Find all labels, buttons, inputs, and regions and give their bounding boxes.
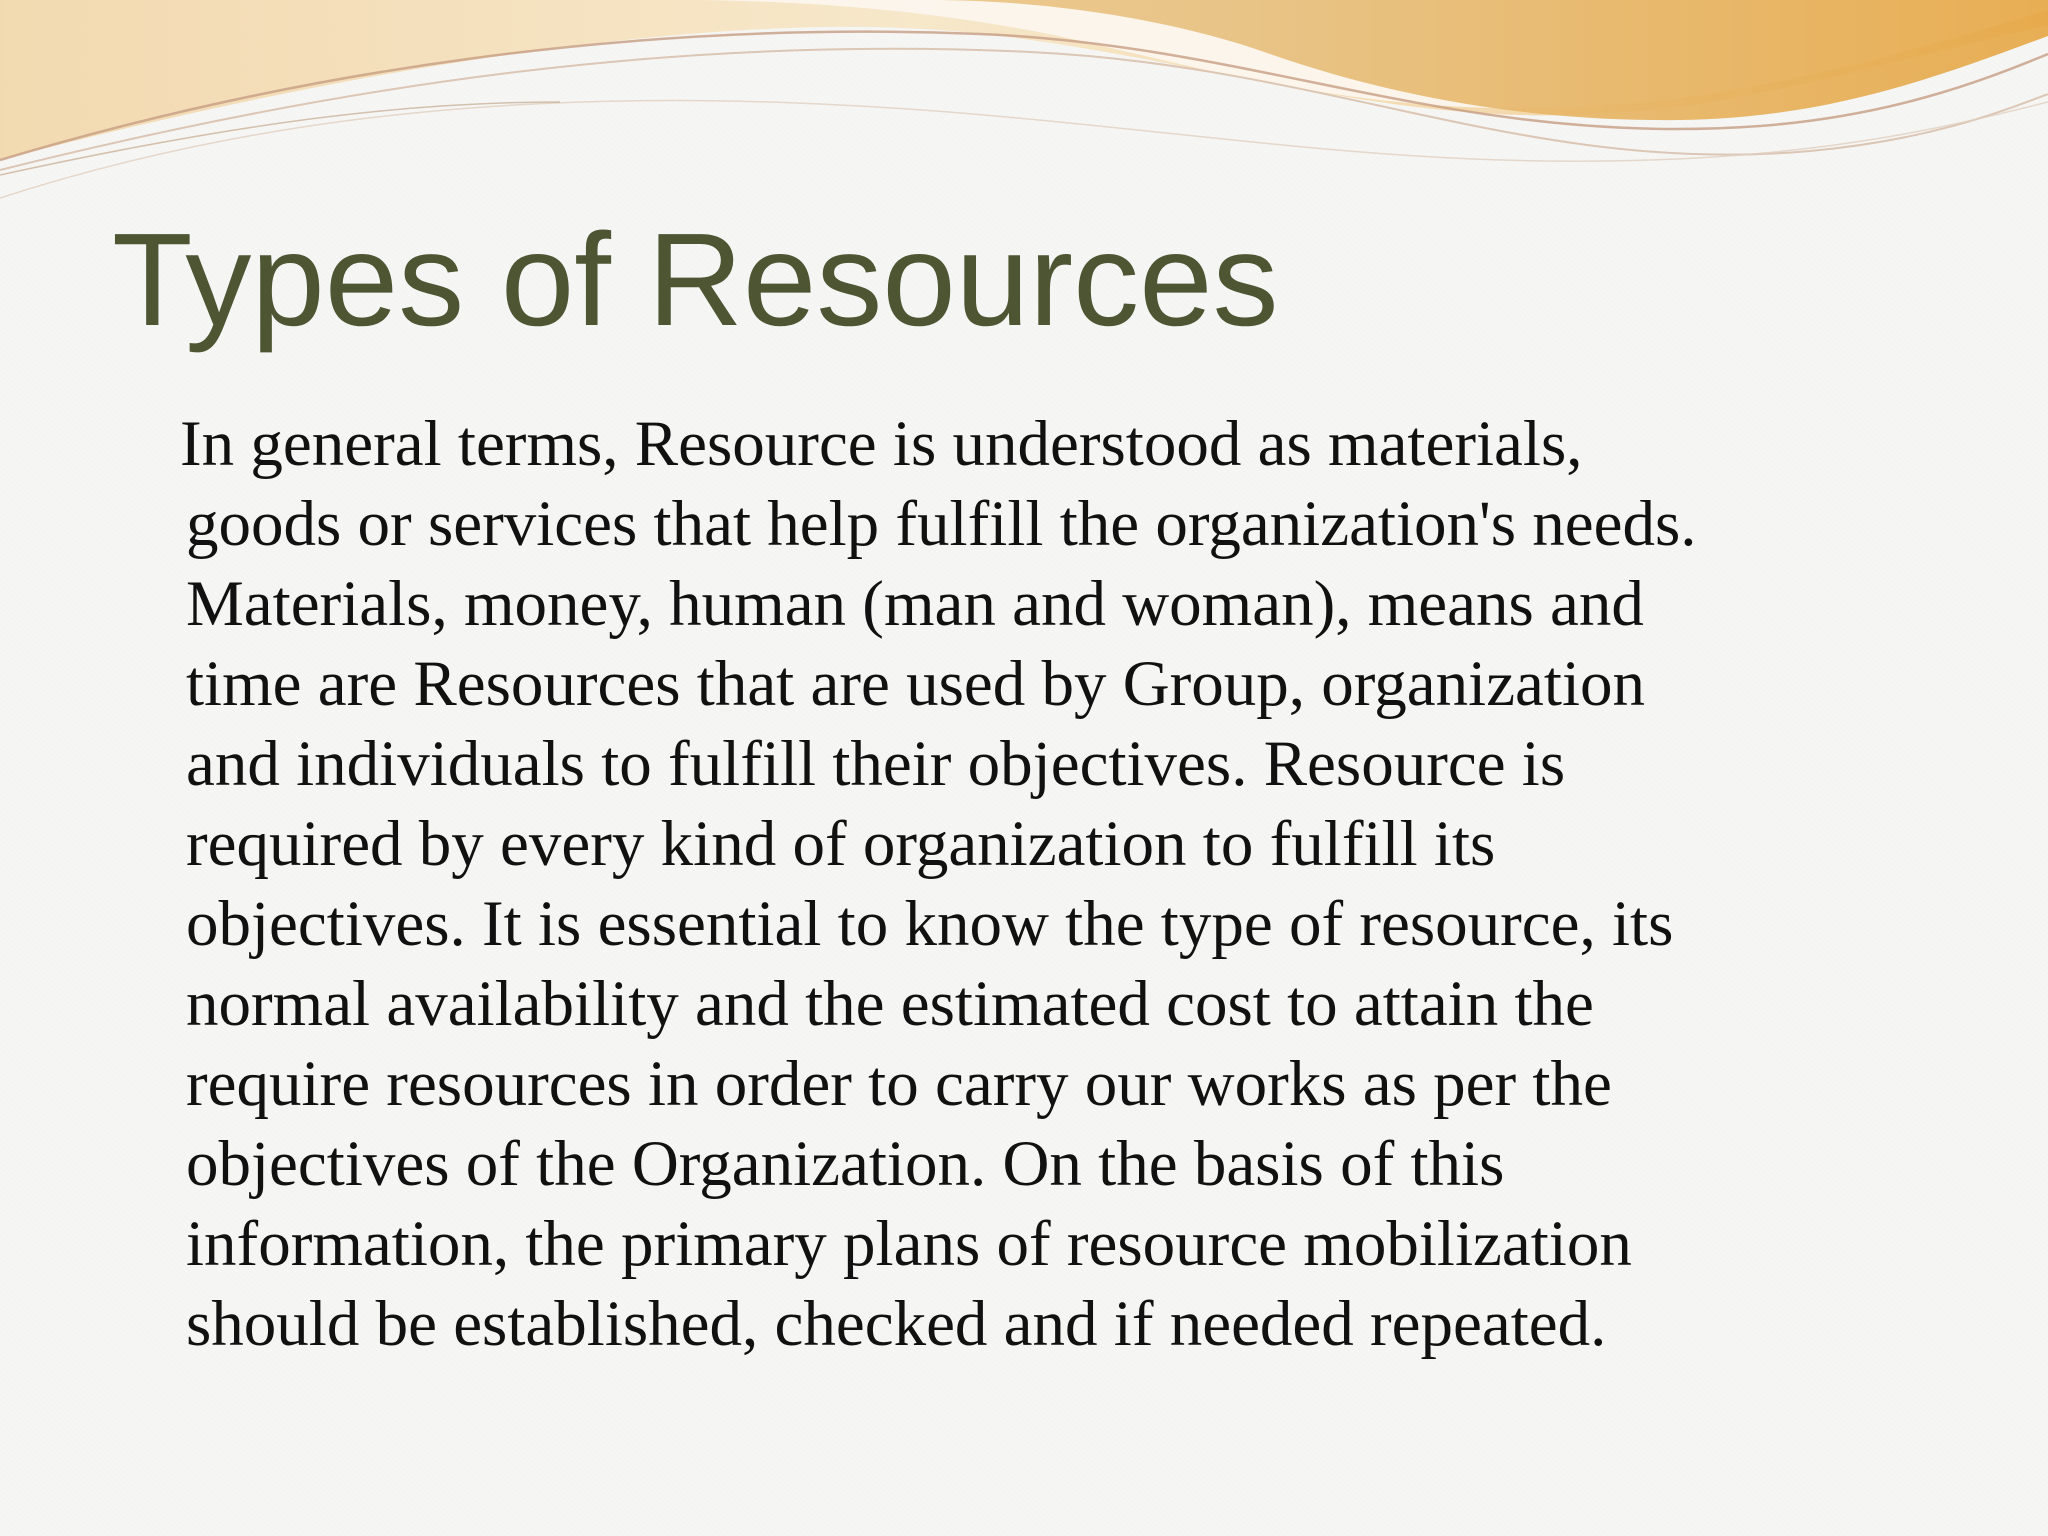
- body-line: require resources in order to carry our works as per the: [186, 1048, 1612, 1120]
- body-line: normal availability and the estimated cost to attain the: [186, 968, 1594, 1040]
- body-line: goods or services that help fulfill the organization's needs.: [186, 488, 1697, 560]
- body-line: In general terms, Resource is understood as materials,: [180, 408, 1583, 480]
- body-line: Materials, money, human (man and woman), means and: [186, 568, 1644, 640]
- slide-title: Types of Resources: [112, 206, 1279, 353]
- body-line: objectives. It is essential to know the type of resource, its: [186, 888, 1674, 960]
- body-line: time are Resources that are used by Group, organization: [186, 648, 1646, 720]
- body-line: information, the primary plans of resource mobilization: [186, 1208, 1632, 1280]
- body-line: and individuals to fulfill their objectives. Resource is: [186, 728, 1566, 800]
- body-line: objectives of the Organization. On the basis of this: [186, 1128, 1505, 1200]
- body-line: should be established, checked and if needed repeated.: [186, 1288, 1607, 1360]
- body-line: required by every kind of organization to fulfill its: [186, 808, 1496, 880]
- body-paragraph: [180, 404, 1926, 1364]
